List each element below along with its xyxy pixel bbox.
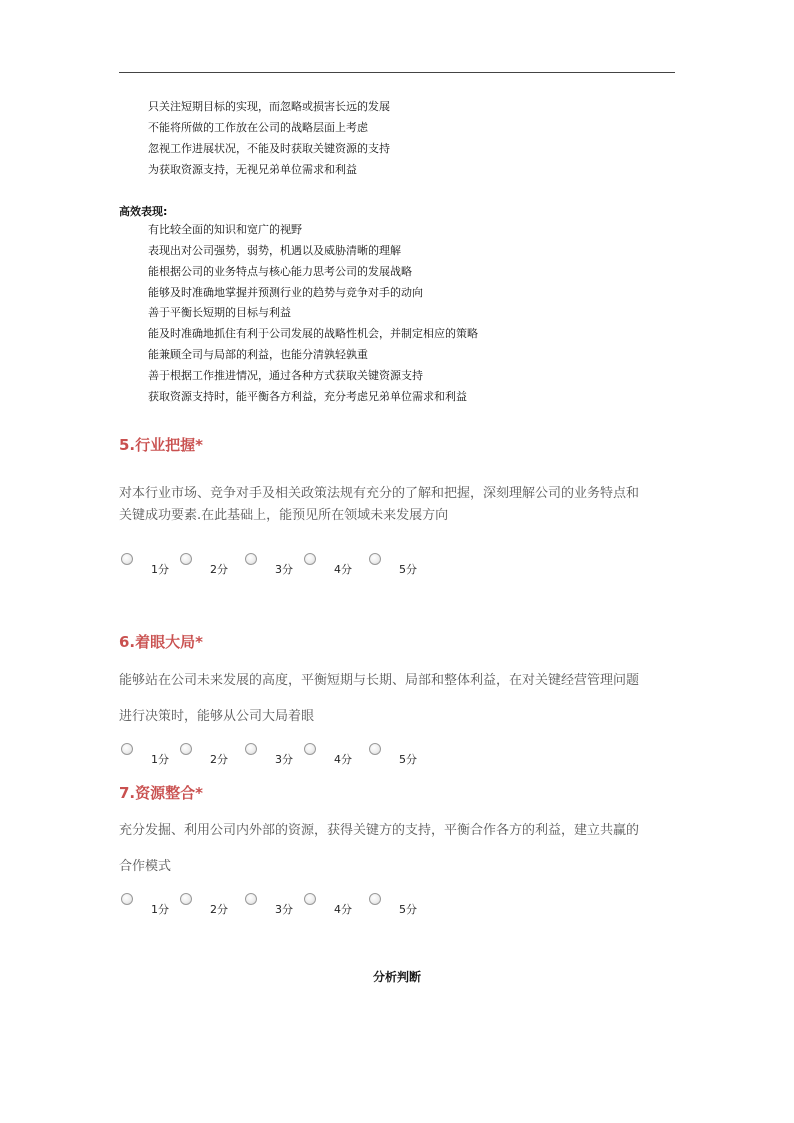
- question-description-line: 能够站在公司未来发展的高度，平衡短期与长期、局部和整体利益，在对关键经营管理问题: [119, 673, 640, 688]
- section-heading: 分析判断: [372, 970, 421, 984]
- rating-options: 1分 2分 3分 4分 5分: [119, 553, 439, 577]
- radio-icon[interactable]: [121, 553, 133, 565]
- radio-icon[interactable]: [304, 893, 316, 905]
- radio-icon[interactable]: [369, 743, 381, 755]
- question-description-line: 关键成功要素.在此基础上，能预见所在领域未来发展方向: [119, 508, 449, 523]
- radio-icon[interactable]: [121, 743, 133, 755]
- radio-icon[interactable]: [369, 553, 381, 565]
- radio-icon[interactable]: [180, 893, 192, 905]
- radio-icon[interactable]: [245, 553, 257, 565]
- question-title: 6.着眼大局*: [119, 633, 203, 651]
- question-title: 5.行业把握*: [119, 436, 203, 454]
- radio-icon[interactable]: [369, 893, 381, 905]
- top-divider: [119, 72, 675, 73]
- list-item: 不能将所做的工作放在公司的战略层面上考虑: [148, 121, 368, 134]
- list-item: 有比较全面的知识和宽广的视野: [148, 223, 302, 236]
- list-item: 能根据公司的业务特点与核心能力思考公司的发展战略: [148, 265, 412, 278]
- rating-options: 1分 2分 3分 4分 5分: [119, 743, 439, 767]
- radio-icon[interactable]: [245, 743, 257, 755]
- effective-heading: 高效表现:: [119, 205, 168, 218]
- list-item: 能够及时准确地掌握并预测行业的趋势与竞争对手的动向: [148, 286, 423, 299]
- radio-icon[interactable]: [245, 893, 257, 905]
- radio-icon[interactable]: [180, 743, 192, 755]
- question-title: 7.资源整合*: [119, 784, 203, 802]
- list-item: 表现出对公司强势，弱势，机遇以及威胁清晰的理解: [148, 244, 401, 257]
- list-item: 能及时准确地抓住有利于公司发展的战略性机会，并制定相应的策略: [148, 327, 478, 340]
- rating-options: 1分 2分 3分 4分 5分: [119, 893, 439, 917]
- list-item: 忽视工作进展状况，不能及时获取关键资源的支持: [148, 142, 390, 155]
- list-item: 能兼顾全司与局部的利益，也能分清孰轻孰重: [148, 348, 368, 361]
- radio-icon[interactable]: [304, 743, 316, 755]
- list-item: 只关注短期目标的实现，而忽略或损害长远的发展: [148, 100, 390, 113]
- list-item: 善于根据工作推进情况，通过各种方式获取关键资源支持: [148, 369, 423, 382]
- question-description-line: 对本行业市场、竞争对手及相关政策法规有充分的了解和把握，深刻理解公司的业务特点和: [119, 486, 640, 501]
- list-item: 善于平衡长短期的目标与利益: [148, 306, 291, 319]
- radio-icon[interactable]: [180, 553, 192, 565]
- list-item: 获取资源支持时，能平衡各方利益，充分考虑兄弟单位需求和利益: [148, 390, 467, 403]
- question-description-line: 合作模式: [119, 859, 172, 874]
- question-description-line: 进行决策时，能够从公司大局着眼: [119, 709, 315, 724]
- radio-icon[interactable]: [304, 553, 316, 565]
- question-description-line: 充分发掘、利用公司内外部的资源，获得关键方的支持，平衡合作各方的利益，建立共赢的: [119, 823, 640, 838]
- radio-icon[interactable]: [121, 893, 133, 905]
- list-item: 为获取资源支持，无视兄弟单位需求和利益: [148, 163, 357, 176]
